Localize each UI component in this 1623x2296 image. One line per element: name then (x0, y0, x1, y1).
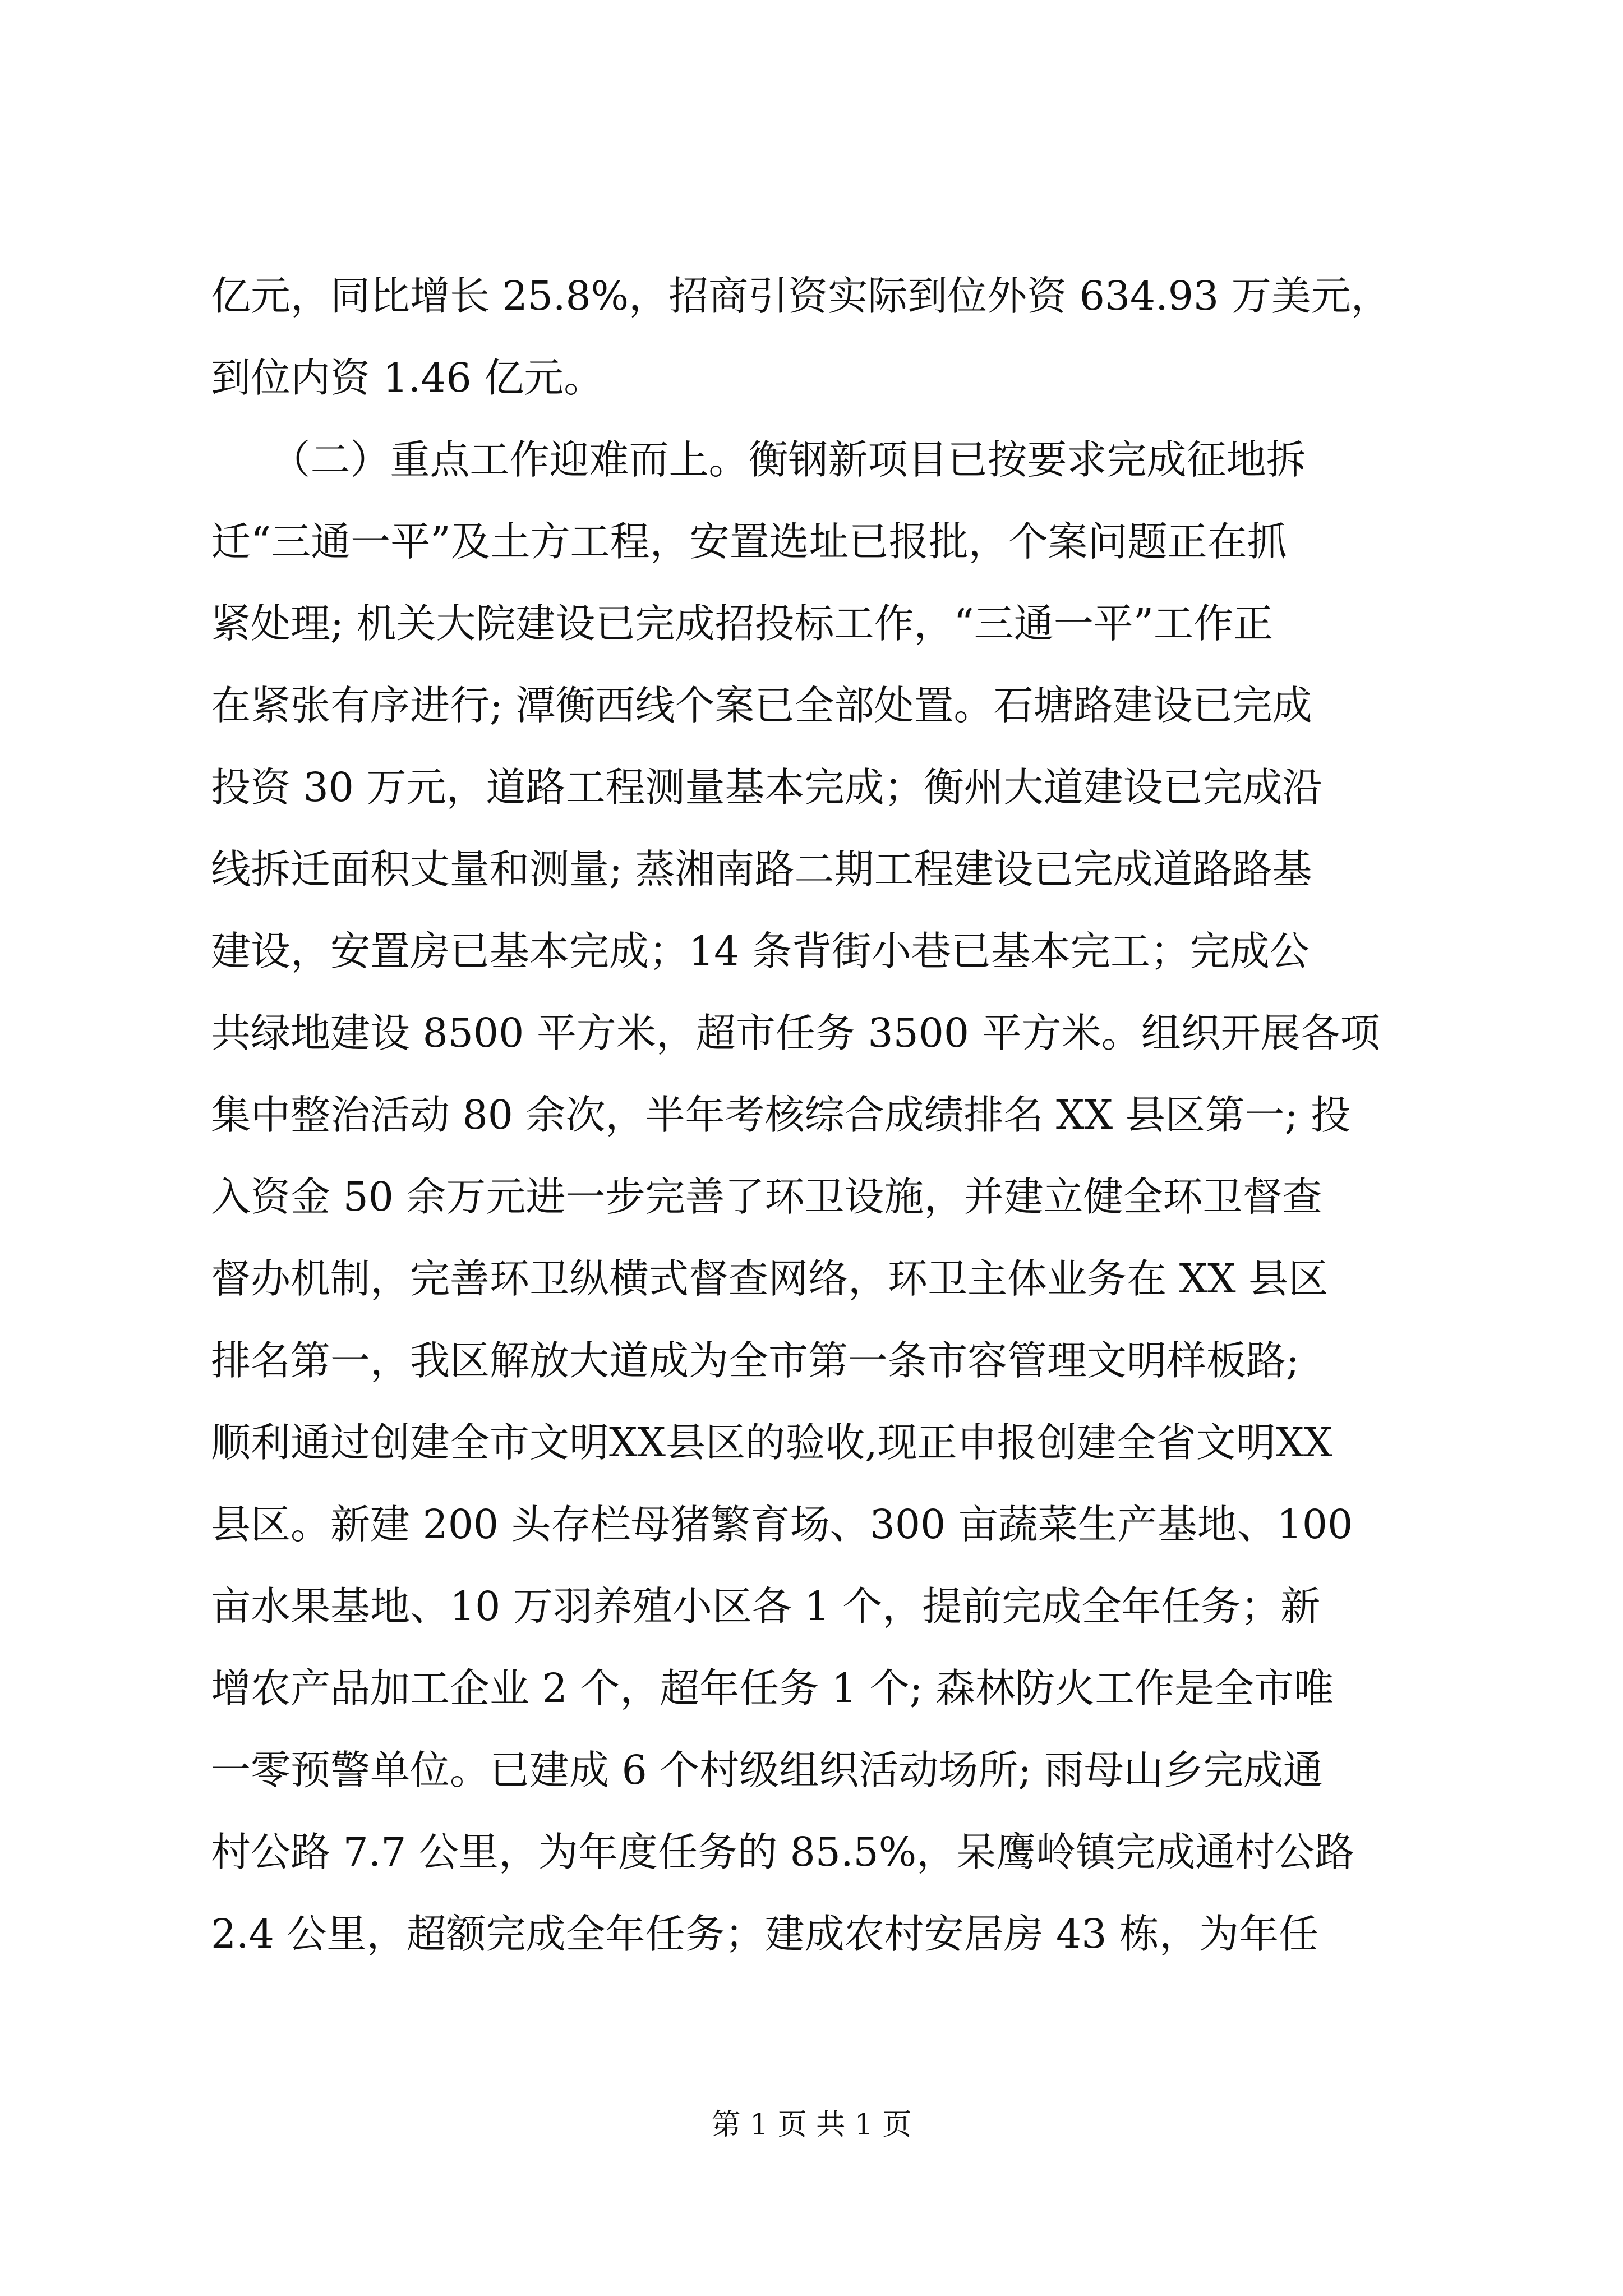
text-line: 亿元，同比增长 25.8%，招商引资实际到位外资 634.93 万美元， (211, 273, 1391, 319)
text-line: 督办机制，完善环卫纵横式督查网络，环卫主体业务在 XX 县区 (211, 1255, 1329, 1302)
text-line: 县区。新建 200 头存栏母猪繁育场、300 亩蔬菜生产基地、100 (211, 1501, 1353, 1548)
page-number-footer: 第 1 页 共 1 页 (711, 2108, 912, 2142)
text-line: 迁“三通一平”及土方工程，安置选址已报批，个案问题正在抓 (211, 518, 1287, 565)
text-line: 入资金 50 余万元进一步完善了环卫设施，并建立健全环卫督查 (211, 1174, 1322, 1220)
text-line: 2.4 公里，超额完成全年任务；建成农村安居房 43 栋，为年任 (211, 1911, 1318, 1957)
text-line: 建设，安置房已基本完成；14 条背街小巷已基本完工；完成公 (211, 928, 1310, 974)
body-text (211, 255, 1417, 1975)
text-line: 村公路 7.7 公里，为年度任务的 85.5%，呆鹰岭镇完成通村公路 (211, 1829, 1355, 1875)
text-line: 紧处理; 机关大院建设已完成招投标工作，“三通一平”工作正 (211, 600, 1274, 647)
text-line: 顺利通过创建全市文明XX县区的验收,现正申报创建全省文明XX (211, 1419, 1332, 1466)
text-line: 集中整治活动 80 余次，半年考核综合成绩排名 XX 县区第一; 投 (211, 1092, 1351, 1138)
text-line: 亩水果基地、10 万羽养殖小区各 1 个，提前完成全年任务；新 (211, 1583, 1321, 1630)
text-line: 共绿地建设 8500 平方米，超市任务 3500 平方米。组织开展各项 (211, 1010, 1380, 1056)
text-line: 一零预警单位。已建成 6 个村级组织活动场所; 雨母山乡完成通 (211, 1747, 1323, 1793)
text-line: 增农产品加工企业 2 个，超年任务 1 个; 森林防火工作是全市唯 (211, 1665, 1334, 1711)
text-line: 线拆迁面积丈量和测量; 蒸湘南路二期工程建设已完成道路路基 (211, 846, 1312, 892)
text-line: （二）重点工作迎难而上。衡钢新项目已按要求完成征地拆 (211, 436, 1306, 483)
text-line: 到位内资 1.46 亿元。 (211, 355, 604, 401)
text-line: 投资 30 万元，道路工程测量基本完成；衡州大道建设已完成沿 (211, 764, 1322, 811)
text-line: 在紧张有序进行; 潭衡西线个案已全部处置。石塘路建设已完成 (211, 682, 1312, 729)
text-line: 排名第一，我区解放大道成为全市第一条市容管理文明样板路; (211, 1337, 1299, 1384)
